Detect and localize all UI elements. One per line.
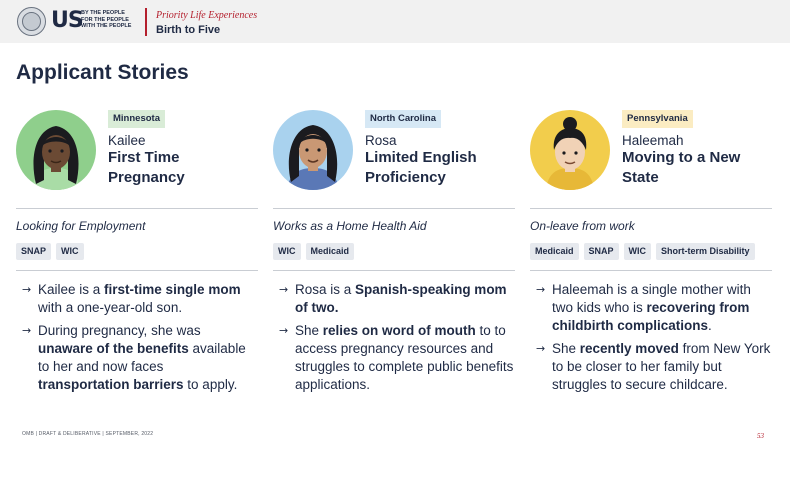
story-headline: Limited English Proficiency	[365, 149, 477, 186]
employment-situation: Works as a Home Health Aid	[273, 219, 427, 233]
benefit-pill: Medicaid	[306, 243, 355, 260]
header-bar	[0, 0, 790, 43]
story-bullets	[279, 281, 515, 399]
us-logo: US	[51, 8, 83, 33]
logo-tagline: BY THE PEOPLE FOR THE PEOPLE WITH THE PEOPLE	[81, 10, 132, 29]
arrow-right-icon: →	[536, 283, 546, 296]
divider	[273, 270, 515, 271]
state-tag: Pennsylvania	[622, 110, 693, 128]
story-bullets	[22, 281, 258, 399]
benefit-tags	[273, 243, 354, 260]
header-subtitle: Priority Life Experiences	[156, 10, 258, 21]
employment-situation: Looking for Employment	[16, 219, 146, 233]
header-title: Birth to Five	[156, 24, 221, 36]
story-headline: First Time Pregnancy	[108, 149, 185, 186]
benefit-pill: WIC	[273, 243, 301, 260]
story-card-haleemah	[530, 110, 774, 420]
arrow-right-icon: →	[22, 324, 32, 337]
benefit-pill: Medicaid	[530, 243, 579, 260]
divider	[16, 208, 258, 209]
story-bullets	[536, 281, 772, 399]
seal-icon	[17, 7, 46, 36]
divider	[530, 208, 772, 209]
benefit-pill: WIC	[624, 243, 652, 260]
person-name: Kailee	[108, 133, 146, 148]
benefit-tags	[530, 243, 755, 260]
bullet-text: She relies on word of mouth to to access pregnancy resources and struggles to complete public benefits applications.	[295, 323, 514, 392]
state-tag: North Carolina	[365, 110, 441, 128]
footer-note: OMB | DRAFT & DELIBERATIVE | SEPTEMBER, 2022	[22, 431, 154, 437]
bullet-item	[536, 281, 772, 335]
bullet-text: During pregnancy, she was unaware of the benefits available to her and now faces transportation barriers to apply.	[38, 323, 246, 392]
person-name: Rosa	[365, 133, 397, 148]
woman-avatar-green-icon	[16, 110, 96, 190]
benefit-pill: Short-term Disability	[656, 243, 755, 260]
story-headline: Moving to a New State	[622, 149, 741, 186]
benefit-pill: SNAP	[584, 243, 619, 260]
arrow-right-icon: →	[536, 342, 546, 355]
benefit-pill: WIC	[56, 243, 84, 260]
bullet-text: Rosa is a Spanish-speaking mom of two.	[295, 282, 507, 315]
divider	[530, 270, 772, 271]
story-card-kailee	[16, 110, 260, 420]
woman-avatar-blue-icon	[273, 110, 353, 190]
arrow-right-icon: →	[22, 283, 32, 296]
bullet-item	[536, 340, 772, 394]
bullet-item	[22, 281, 258, 317]
page-number: 53	[757, 432, 764, 440]
employment-situation: On-leave from work	[530, 219, 635, 233]
page-title: Applicant Stories	[16, 61, 189, 84]
person-name: Haleemah	[622, 133, 684, 148]
header-divider	[145, 8, 147, 36]
bullet-text: Kailee is a first-time single mom with a one-year-old son.	[38, 282, 241, 315]
bullet-item	[279, 322, 515, 394]
bullet-text: She recently moved from New York to be closer to her family but struggles to secure childcare.	[552, 341, 771, 392]
arrow-right-icon: →	[279, 324, 289, 337]
woman-avatar-yellow-icon	[530, 110, 610, 190]
state-tag: Minnesota	[108, 110, 165, 128]
bullet-text: Haleemah is a single mother with two kids who is recovering from childbirth complications.	[552, 282, 751, 333]
bullet-item	[22, 322, 258, 394]
divider	[16, 270, 258, 271]
benefit-pill: SNAP	[16, 243, 51, 260]
benefit-tags	[16, 243, 84, 260]
story-card-rosa	[273, 110, 517, 420]
divider	[273, 208, 515, 209]
arrow-right-icon: →	[279, 283, 289, 296]
bullet-item	[279, 281, 515, 317]
